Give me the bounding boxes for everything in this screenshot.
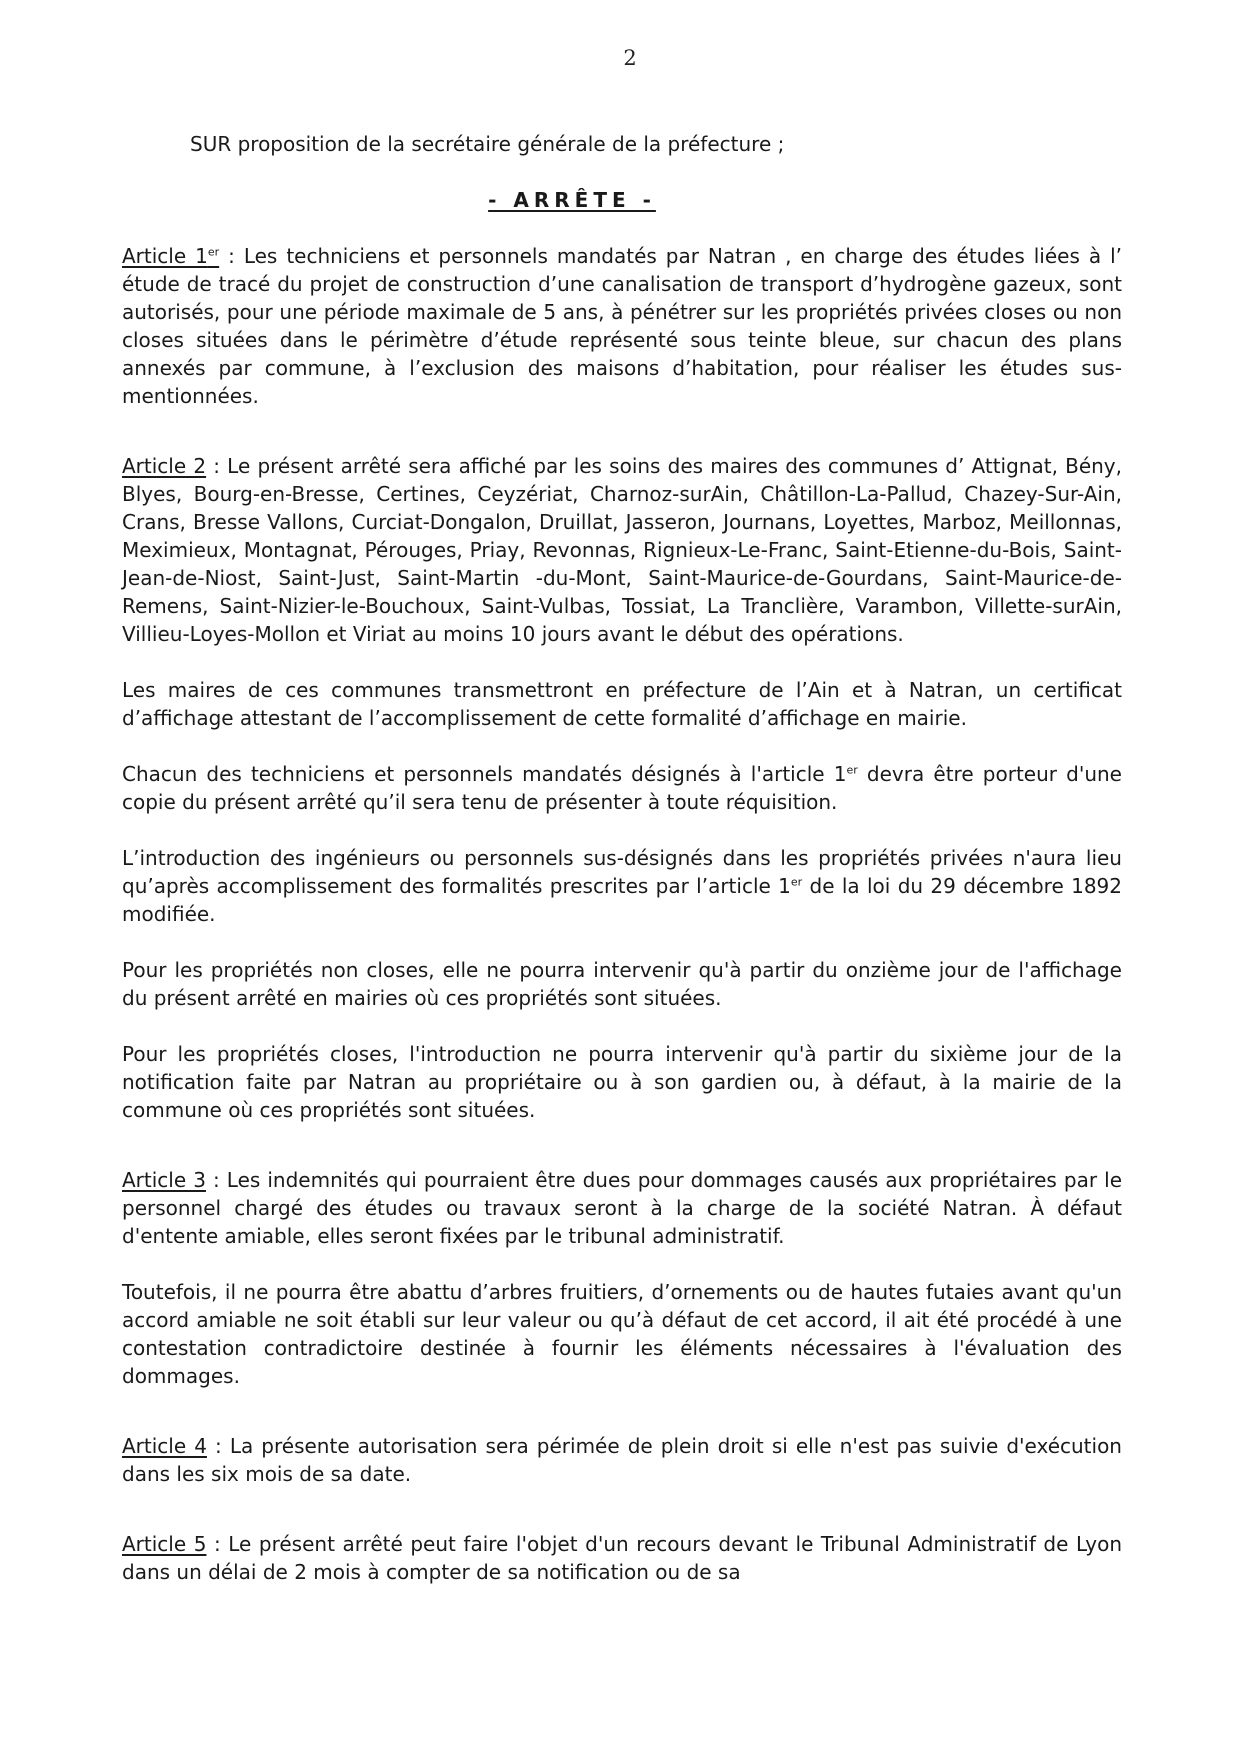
- article-3-text: : Les indemnités qui pourraient être dues pour dommages causés aux propriétaires par le personnel chargé des études ou travaux seront à la charge de la société Natran. À défaut d'entente amiable, elles seront fixées par le tribunal administratif.: [122, 1168, 1122, 1248]
- article-3-label: Article 3: [122, 1168, 206, 1192]
- article-2-paragraph-3-sup: er: [846, 763, 858, 777]
- article-2-paragraph-4-sup: er: [790, 875, 803, 889]
- spacer: [122, 1152, 1122, 1166]
- article-1-sup: er: [207, 245, 220, 259]
- article-2-paragraph-3-start: Chacun des techniciens et personnels mandatés désignés à l'article 1: [122, 762, 847, 786]
- document-body: [122, 130, 1122, 1614]
- article-4: [122, 1432, 1122, 1488]
- article-1-text: : Les techniciens et personnels mandatés par Natran , en charge des études liées à l’ étude de tracé du projet de construction d’une canalisation de transport d’hydrogène gazeux, sont autorisés, pour une période maximale de 5 ans, à pénétrer sur les propriétés privées closes ou non closes situées dans le périmètre d’étude représenté sous teinte bleue, sur chacun des plans annexés par commune, à l’exclusion des maisons d’habitation, pour réaliser les études sus-mentionnées.: [122, 244, 1122, 408]
- article-5-label: Article 5: [122, 1532, 207, 1556]
- article-3: [122, 1166, 1122, 1250]
- article-2-paragraph-4: [122, 844, 1122, 928]
- article-5: [122, 1530, 1122, 1586]
- page-number: 2: [623, 46, 637, 70]
- article-2-text: : Le présent arrêté sera affiché par les soins des maires des communes d’ Attignat, Bény, Blyes, Bourg-en-Bresse, Certines, Ceyzériat, Charnoz-surAin, Châtillon-La-Pallud, Chazey-Sur-Ain, Crans, Bresse Vallons, Curciat-Dongalon, Druillat, Jasseron, Journans, Loyettes, Marboz, Meillonnas, Meximieux, Montagnat, Pérouges, Priay, Revonnas, Rignieux-Le-Franc, Saint-Etienne-du-Bois, Saint-Jean-de-Niost, Saint-Just, Saint-Martin -du-Mont, Saint-Maurice-de-Gourdans, Saint-Maurice-de-Remens, Saint-Nizier-le-Bouchoux, Saint-Vulbas, Tossiat, La Tranclière, Varambon, Villette-surAin, Villieu-Loyes-Mollon et Viriat au moins 10 jours avant le début des opérations.: [122, 454, 1123, 646]
- article-3-paragraph-2: Toutefois, il ne pourra être abattu d’arbres fruitiers, d’ornements ou de hautes futaies avant qu'un accord amiable ne soit établi sur leur valeur ou qu’à défaut de cet accord, il ait été procédé à une contestation contradictoire destinée à fournir les éléments nécessaires à l'évaluation des dommages.: [122, 1280, 1122, 1388]
- article-2-label: Article 2: [122, 454, 207, 478]
- article-5-text: : Le présent arrêté peut faire l'objet d'un recours devant le Tribunal Administratif de Lyon dans un délai de 2 mois à compter de sa notification ou de sa: [122, 1532, 1122, 1584]
- article-2-paragraph-2: Les maires de ces communes transmettront en préfecture de l’Ain et à Natran, un certificat d’affichage attestant de l’accomplissement de cette formalité d’affichage en mairie.: [122, 678, 1122, 730]
- article-2-paragraph-4-end: de la loi du 29 décembre 1892 modifiée.: [122, 874, 1122, 926]
- article-2-paragraph-3: [122, 760, 1122, 816]
- spacer: [122, 1516, 1122, 1530]
- article-1-label: [122, 244, 219, 268]
- article-2-paragraph-3-end: devra être porteur d'une copie du présent arrêté qu’il sera tenu de présenter à toute réquisition.: [122, 762, 1122, 814]
- article-2-paragraph-5: Pour les propriétés non closes, elle ne pourra intervenir qu'à partir du onzième jour de l'affichage du présent arrêté en mairies où ces propriétés sont situées.: [122, 958, 1122, 1010]
- article-2-paragraph-4-start: L’introduction des ingénieurs ou personnels sus-désignés dans les propriétés privées n'aura lieu qu’après accomplissement des formalités prescrites par l’article 1: [122, 846, 1122, 898]
- article-1: [122, 242, 1122, 410]
- article-1-label-text: Article 1: [122, 244, 208, 268]
- article-2-paragraph-6: Pour les propriétés closes, l'introduction ne pourra intervenir qu'à partir du sixième jour de la notification faite par Natran au propriétaire ou à son gardien ou, à défaut, à la mairie de la commune où ces propriétés sont situées.: [122, 1042, 1122, 1122]
- proposal-line: SUR proposition de la secrétaire générale de la préfecture ;: [190, 132, 785, 156]
- document-title: - ARRÊTE -: [488, 188, 656, 212]
- spacer: [122, 1418, 1122, 1432]
- article-4-text: : La présente autorisation sera périmée de plein droit si elle n'est pas suivie d'exécution dans les six mois de sa date.: [122, 1434, 1122, 1486]
- article-4-label: Article 4: [122, 1434, 207, 1458]
- spacer: [122, 438, 1122, 452]
- article-2: [122, 452, 1122, 648]
